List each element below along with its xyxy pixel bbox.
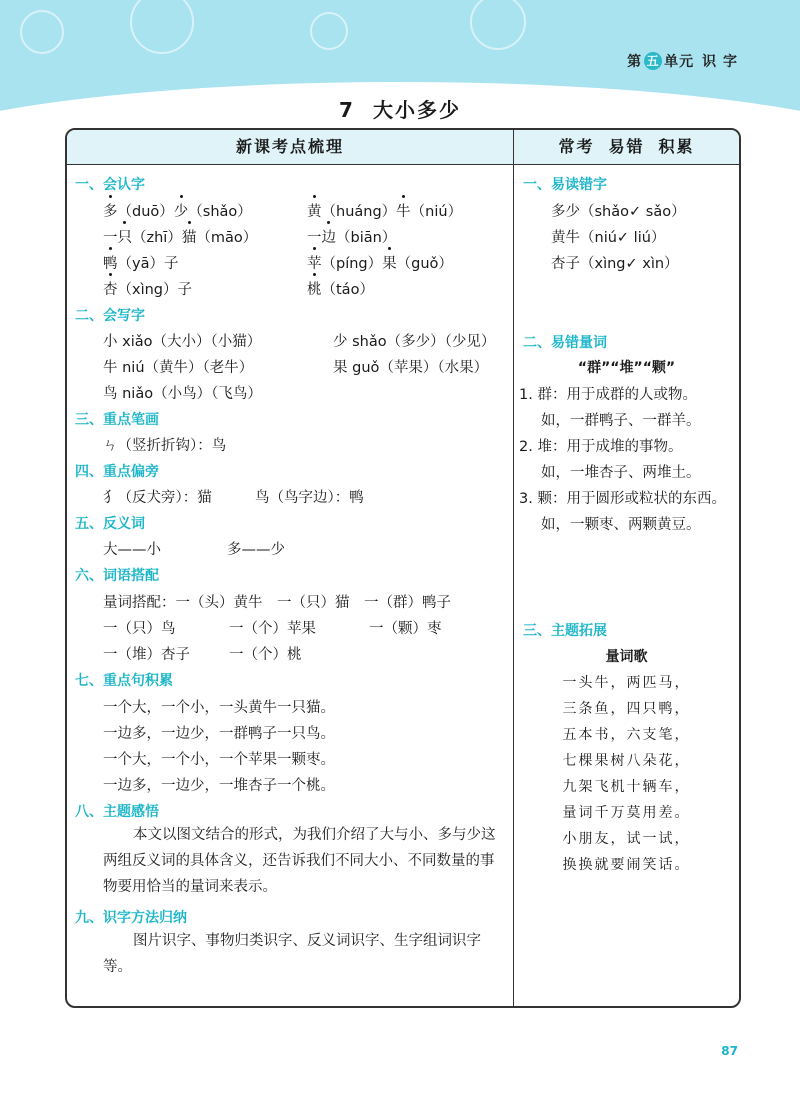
section-title: 一、会认字: [75, 177, 145, 193]
stroke-line: ㄣ（竖折折钩）：鸟: [103, 438, 227, 454]
section-title: 四、重点偏旁: [75, 464, 159, 480]
recognize-row: [307, 200, 462, 221]
pinyin: （yā）子: [117, 256, 179, 272]
target-char: 猫: [182, 226, 197, 247]
recognize-row: [307, 226, 396, 247]
target-char: 少: [174, 200, 189, 221]
measure-word-example: 如，一群鸭子、一群羊。: [541, 413, 701, 429]
song-line: 三条鱼，四只鸭，: [562, 701, 691, 717]
lesson-name: 大小多少: [372, 98, 461, 122]
target-char: 桃: [307, 278, 322, 299]
theme-paragraph: 本文以图文结合的形式，为我们介绍了大与小、多与少这两组反义词的具体含义，还告诉我们不同大小、不同数量的事物要用恰当的量词来表示。: [103, 827, 496, 895]
song-line: 换换就要闹笑话。: [562, 857, 691, 873]
section-title: 一、易读错字: [523, 177, 607, 193]
decor-circle: [310, 12, 348, 50]
pinyin: （duō）: [117, 204, 174, 220]
page-number: 87: [721, 1044, 738, 1058]
recognize-row: [307, 252, 453, 273]
radical-line: ⻦（鸟字边）：鸭: [255, 490, 364, 506]
antonym-pair: 多——少: [227, 542, 285, 558]
target-char: 多: [103, 200, 118, 221]
pinyin: （táo）: [321, 282, 374, 298]
right-header-word-3: 积累: [658, 137, 695, 156]
misread-item: 黄牛（niú✓ liú）: [551, 230, 666, 246]
write-row: 少 shǎo（多少）（少见）: [333, 334, 496, 350]
song-line: 量词千万莫用差。: [562, 805, 691, 821]
misread-item: 杏子（xìng✓ xìn）: [551, 256, 679, 272]
plain-char: 一: [307, 230, 322, 246]
collocation-item: 一（个）苹果: [229, 621, 316, 637]
pinyin: （píng）: [321, 256, 383, 272]
lesson-number: 7: [339, 98, 355, 122]
measure-words-subhead: “群”“堆”“颗”: [577, 360, 676, 376]
section-title: 六、词语搭配: [75, 568, 159, 584]
pinyin: （guǒ）: [396, 256, 453, 272]
decor-circle: [20, 10, 64, 54]
write-row: 果 guǒ（苹果）（水果）: [333, 360, 489, 376]
write-row: 牛 niú（黄牛）（老牛）: [103, 360, 254, 376]
decor-circle: [470, 0, 526, 50]
pinyin: （huáng）: [321, 204, 397, 220]
key-sentence: 一个大，一个小，一个苹果一颗枣。: [103, 752, 335, 768]
content-box: [65, 128, 741, 1008]
left-column-header: 新课考点梳理: [67, 130, 513, 165]
song-line: 一头牛，两匹马，: [562, 675, 691, 691]
unit-number-badge: 五: [644, 52, 662, 70]
section-title: 二、易错量词: [523, 335, 607, 351]
write-row: 鸟 niǎo（小鸟）（飞鸟）: [103, 386, 262, 402]
antonym-pair: 大——小: [103, 542, 161, 558]
target-char: 果: [382, 252, 397, 273]
pinyin: （biān）: [336, 230, 397, 246]
measure-word-example: 如，一堆杏子、两堆土。: [541, 465, 701, 481]
right-header-word-2: 易错: [608, 137, 645, 156]
section-title: 二、会写字: [75, 308, 145, 324]
target-char: 杏: [103, 278, 118, 299]
section-title: 三、重点笔画: [75, 412, 159, 428]
collocation-line: 量词搭配：一（头）黄牛 一（只）猫 一（群）鸭子: [103, 595, 451, 611]
section-title: 七、重点句积累: [75, 673, 173, 689]
recognize-row: [307, 278, 374, 299]
collocation-item: 一（颗）枣: [369, 621, 442, 637]
collocation-item: 一（堆）杏子: [103, 647, 190, 663]
key-sentence: 一边多，一边少，一群鸭子一只鸟。: [103, 726, 335, 742]
song-line: 九架飞机十辆车，: [562, 779, 691, 795]
plain-char: 一: [103, 230, 118, 246]
collocation-item: 一（个）桃: [229, 647, 302, 663]
measure-word-item: 3. 颗：用于圆形或粒状的东西。: [519, 491, 726, 507]
pinyin: （xìng）子: [117, 282, 193, 298]
target-char: 边: [322, 226, 337, 247]
column-divider: [513, 130, 514, 1006]
collocation-item: 一（只）鸟: [103, 621, 176, 637]
unit-prefix: 第: [627, 54, 643, 70]
pinyin: （shǎo）: [188, 204, 252, 220]
right-column-header: [514, 130, 739, 165]
key-sentence: 一个大，一个小，一头黄牛一只猫。: [103, 700, 335, 716]
pinyin: （niú）: [410, 204, 463, 220]
right-header-word-1: 常考: [558, 137, 595, 156]
section-title: 三、主题拓展: [523, 623, 607, 639]
section-title: 九、识字方法归纳: [75, 910, 187, 926]
measure-word-item: 1. 群：用于成群的人或物。: [519, 387, 697, 403]
unit-topic: 识 字: [702, 54, 738, 70]
measure-word-example: 如，一颗枣、两颗黄豆。: [541, 517, 701, 533]
decor-circle: [130, 0, 194, 54]
song-line: 五本书，六支笔，: [562, 727, 691, 743]
unit-suffix: 单元: [664, 54, 695, 70]
target-char: 鸭: [103, 252, 118, 273]
measure-word-item: 2. 堆：用于成堆的事物。: [519, 439, 683, 455]
target-char: 黄: [307, 200, 322, 221]
song-line: 小朋友，试一试，: [562, 831, 691, 847]
pinyin: （zhī）: [132, 230, 182, 246]
recognize-row: [103, 200, 252, 221]
write-row: 小 xiǎo（大小）（小猫）: [103, 334, 262, 350]
method-paragraph: 图片识字、事物归类识字、反义词识字、生字组词识字等。: [103, 933, 481, 975]
target-char: 牛: [396, 200, 411, 221]
pinyin: （māo）: [196, 230, 258, 246]
unit-label: [627, 51, 738, 71]
section-title: 五、反义词: [75, 516, 145, 532]
recognize-row: [103, 278, 192, 299]
target-char: 苹: [307, 252, 322, 273]
recognize-row: [103, 226, 257, 247]
radical-line: 犭（反犬旁）：猫: [103, 490, 212, 506]
song-title: 量词歌: [605, 649, 648, 665]
song-line: 七棵果树八朵花，: [562, 753, 691, 769]
misread-item: 多少（shǎo✓ sǎo）: [551, 204, 686, 220]
target-char: 只: [118, 226, 133, 247]
section-title: 八、主题感悟: [75, 804, 159, 820]
lesson-title: [0, 94, 800, 123]
recognize-row: [103, 252, 178, 273]
key-sentence: 一边多，一边少，一堆杏子一个桃。: [103, 778, 335, 794]
